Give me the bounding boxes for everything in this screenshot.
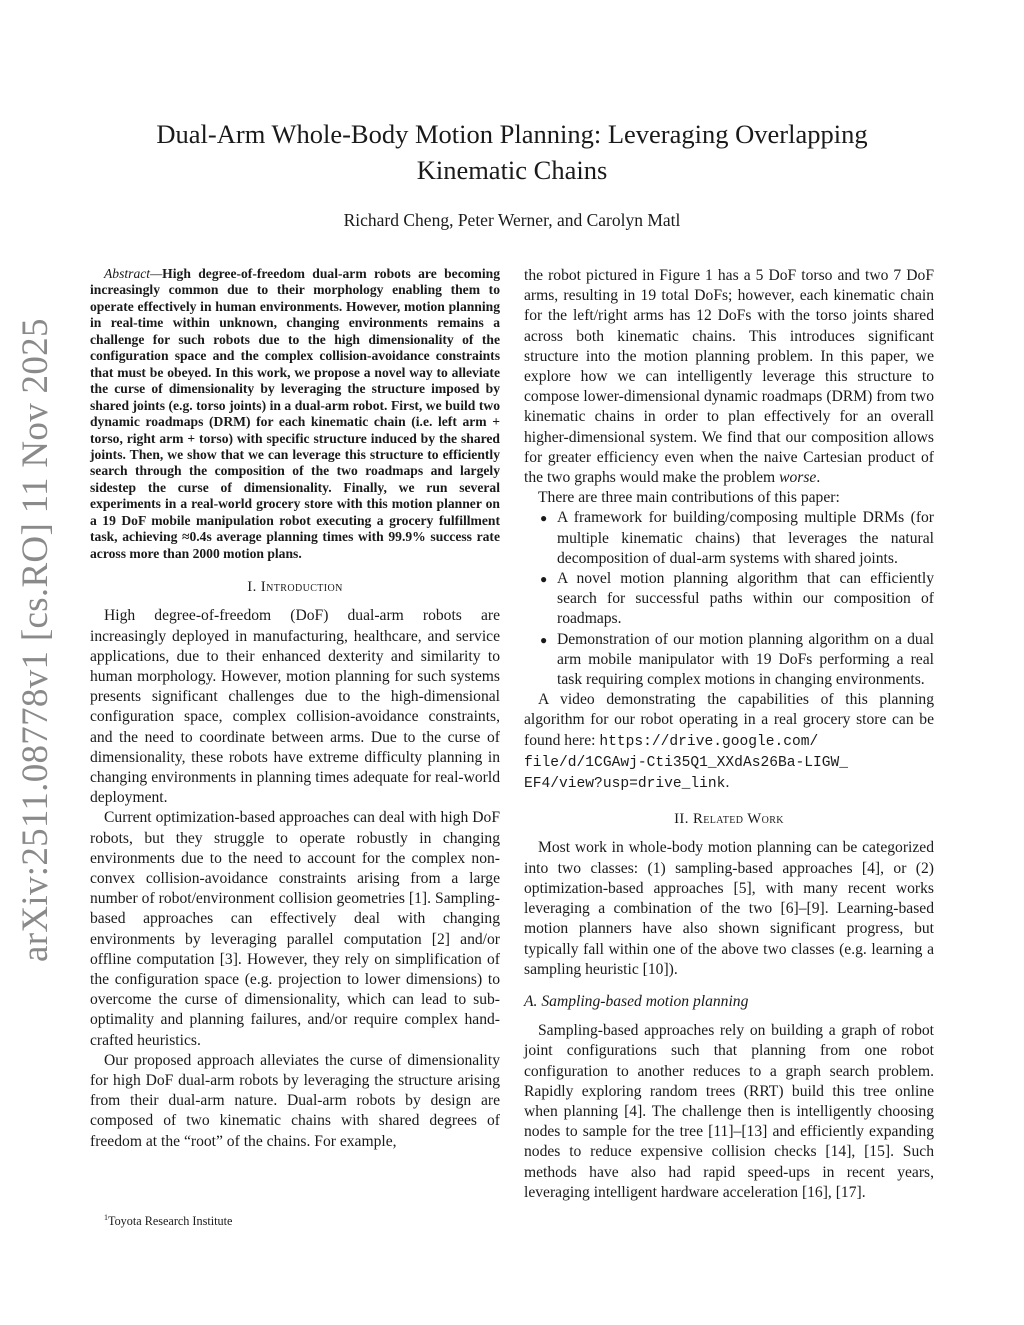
footnote-mark: 1 bbox=[104, 1213, 108, 1222]
video-paragraph: A video demonstrating the capabilities of this planning algorithm for our robot operating in a real grocery store can be found here: https://drive.google.com/ file/d/1CGAwj-Cti35Q1_XXdAs26Ba-LIGW_ EF4/view?usp=drive_link. bbox=[524, 691, 934, 793]
bullet-icon: ● bbox=[540, 572, 548, 587]
bullet-icon: ● bbox=[540, 632, 548, 647]
section-number: II. bbox=[674, 811, 689, 828]
section-title: Related Work bbox=[692, 811, 784, 828]
intro-paragraph-3: Our proposed approach alleviates the curse of dimensionality for high DoF dual-arm robots by leveraging the structure arising from their dual-arm nature. Dual-arm robots by design are composed of two kinematic chains with shared degrees of freedom at the “root” of the chains. For example, bbox=[90, 1051, 500, 1150]
related-paragraph-2: Sampling-based approaches rely on building a graph of robot joint configurations such that planning from one robot configuration to another reduces to a graph search problem. Rapidly exploring random trees (RRT) build this tree online when planning [4]. The challenge then is intelligently choosing nodes to sample for the tree [11]–[13] and efficiently expanding nodes to reduce expensive collision checks [14], [15]. Such methods have also had rapid speed-ups in recent years, leveraging intelligent hardware acceleration [16], [17]. bbox=[524, 1022, 934, 1201]
title-line-2: Kinematic Chains bbox=[416, 155, 608, 185]
related-paragraph-1: Most work in whole-body motion planning can be categorized into two classes: (1) sampling-based approaches [4], or (2) optimization-based approaches [5], with many recent works leveraging a combination of the two [6]–[9]. Learning-based motion planners have also shown significant progress, but typically fall within one of the above two classes (e.g. learning a sampling heuristic [10]). bbox=[524, 839, 934, 978]
section-title: Introduction bbox=[260, 579, 343, 596]
contributions-intro: There are three main contributions of this paper: bbox=[538, 489, 840, 507]
footnote-text: Toyota Research Institute bbox=[108, 1214, 233, 1229]
left-column bbox=[90, 266, 500, 1152]
list-item: ● A framework for building/composing multiple DRMs (for multiple kinematic chains) that leverages the natural decomposition of dual-arm systems with shared joints. bbox=[540, 509, 934, 567]
arxiv-identifier: arXiv:2511.08778v1 [cs.RO] 11 Nov 2025 bbox=[15, 318, 56, 962]
abstract: Abstract—High degree-of-freedom dual-arm robots are becoming increasingly common due to their morphology enabling them to operate effectively in human environments. However, motion planning in real-time within unknown, changing environments remains a challenge for such robots due to the high dimensionality of the configuration space and the complex collision-avoidance constraints that must be obeyed. In this work, we propose a novel way to alleviate the curse of dimensionality by leveraging the structure imposed by shared joints (e.g. torso joints) in a dual-arm robot. First, we build two dynamic roadmaps (DRM) for each kinematic chain (i.e. left arm + torso, right arm + torso) with specific structure induced by the shared joints. Then, we show that we can leverage this structure to efficiently search through the composition of the two roadmaps and largely sidestep the curse of dimensionality. Finally, we run several experiments in a real-world grocery store with this motion planner on a 19 DoF mobile manipulation robot executing a grocery fulfillment task, achieving ≈0.4s average planning times with 99.9% success rate across more than 2000 motion plans. bbox=[90, 266, 500, 561]
abstract-label: Abstract bbox=[104, 266, 151, 281]
right-column bbox=[524, 266, 934, 1203]
video-url-link[interactable]: https://drive.google.com/ file/d/1CGAwj-Cti35Q1_XXdAs26Ba-LIGW_ EF4/view?usp=drive_link bbox=[524, 733, 849, 793]
intro-paragraph-2: Current optimization-based approaches can deal with high DoF robots, but they struggle to operate robustly in changing environments due to the need to account for the complex non-convex collision-avoidance constraints arising from a large number of robot/environment collision geometries [1]. Sampling-based approaches can effectively deal with changing environments by leveraging parallel computation [2] and/or offline computation [3]. However, they rely on simplification of the configuration space (e.g. projection to lower dimensions) to overcome the curse of dimensionality, which can lead to sub-optimality and planning failures, and/or require complex hand-crafted heuristics. bbox=[90, 809, 500, 1049]
bullet-icon: ● bbox=[540, 511, 548, 526]
list-item: ● A novel motion planning algorithm that can efficiently search for successful paths within our composition of roadmaps. bbox=[540, 570, 934, 628]
section-number: I. bbox=[247, 579, 257, 596]
abstract-text: High degree-of-freedom dual-arm robots are becoming increasingly common due to their morphology enabling them to operate effectively in human environments. However, motion planning in real-time within unknown, changing environments remains a challenge for such robots due to the high dimensionality of the configuration space and the complex collision-avoidance constraints that must be obeyed. In this work, we propose a novel way to alleviate the curse of dimensionality by leveraging the structure imposed by shared joints (e.g. torso joints) in a dual-arm robot. First, we build two dynamic roadmaps (DRM) for each kinematic chain (i.e. left arm + torso, right arm + torso) with specific structure induced by the shared joints. Then, we show that we can leverage this structure to efficiently search through the composition of the two roadmaps and largely sidestep the curse of dimensionality. Finally, we run several experiments in a real-world grocery store with this motion planner on a 19 DoF mobile manipulation robot executing a grocery fulfillment task, achieving ≈0.4s average planning times with 99.9% success rate across more than 2000 motion plans. bbox=[90, 266, 500, 561]
section-heading-related-work bbox=[524, 809, 934, 829]
section-heading-introduction bbox=[90, 577, 500, 597]
contribution-list bbox=[524, 508, 934, 690]
emphasis-word: worse bbox=[779, 469, 817, 487]
title-line-1: Dual-Arm Whole-Body Motion Planning: Leveraging Overlapping bbox=[156, 119, 868, 149]
list-item: ● Demonstration of our motion planning algorithm on a dual arm mobile manipulator with 19 DoFs performing a real task requiring complex motions in changing environments. bbox=[540, 630, 934, 689]
intro-paragraph-1: High degree-of-freedom (DoF) dual-arm robots are increasingly deployed in manufacturing, healthcare, and service applications, due to their enhanced dexterity and similarity to human morphology. However, motion planning for such systems presents significant challenges due to the high-dimensional configuration space, complex collision-avoidance constraints, and the need to coordinate between arms. Due to the curse of dimensionality, these robots have extreme difficulty planning in changing environments in planning times adequate for real-world deployment. bbox=[90, 607, 500, 807]
author-list: Richard Cheng, Peter Werner, and Carolyn Matl bbox=[343, 210, 681, 230]
paper-title bbox=[120, 116, 904, 188]
subsection-heading: A. Sampling-based motion planning bbox=[524, 992, 749, 1010]
footnote bbox=[104, 1213, 232, 1229]
intro-paragraph-4: the robot pictured in Figure 1 has a 5 DoF torso and two 7 DoF arms, resulting in 19 total DoFs; however, each kinematic chain for the left/right arms has 12 DoFs with the torso joints shared across both kinematic chains. This introduces significant structure into the motion planning problem. In this paper, we explore how we can intelligently leverage this structure to compose lower-dimensional dynamic roadmaps (DRM) from two kinematic chains in order to plan effectively for an overall higher-dimensional system. We find that our composition allows for greater efficiency even when the naive Cartesian product of the two graphs would make the problem worse. bbox=[524, 267, 934, 487]
